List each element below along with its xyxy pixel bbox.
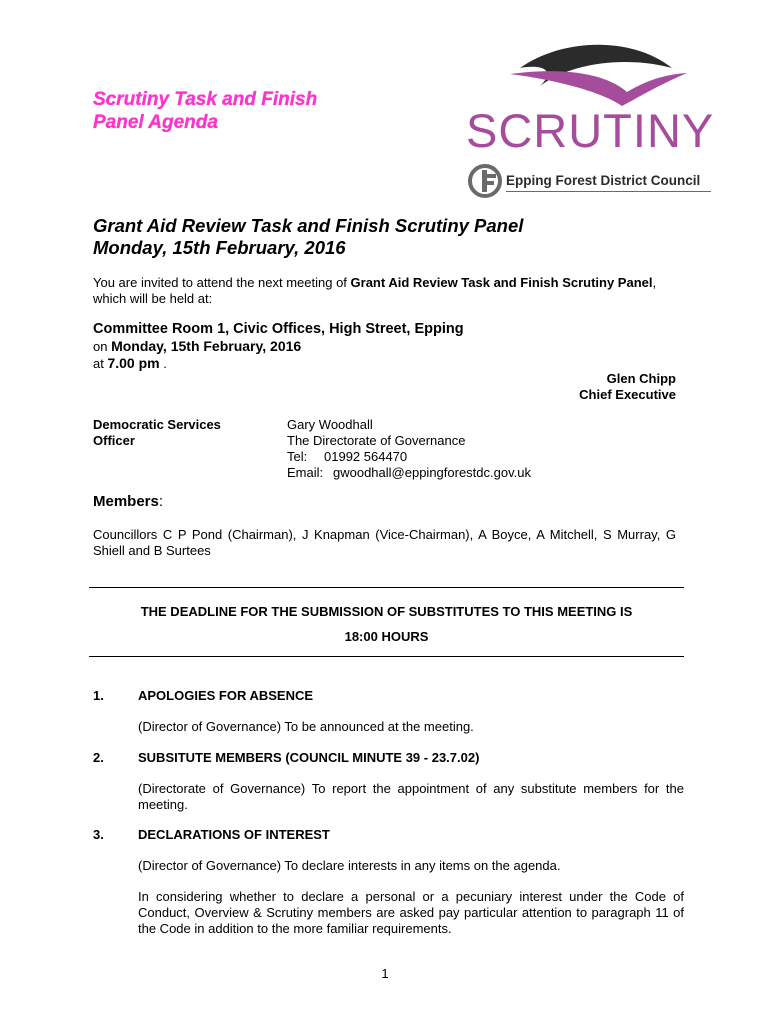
officer-label-line2: Officer — [93, 433, 135, 448]
officer-email — [287, 465, 531, 481]
item-1-text: (Director of Governance) To be announced at the meeting. — [138, 719, 474, 734]
officer-label-line1: Democratic Services — [93, 417, 221, 432]
item-3-number: 3. — [93, 827, 104, 842]
item-3-text-2: In considering whether to declare a personal or a pecuniary interest under the Code of Conduct, Overview & Scrutiny members are asked pay particular attention to paragraph 11 of the Code in addition to the more familiar requirements. — [138, 889, 684, 936]
council-name: Epping Forest District Council — [506, 173, 701, 188]
members-colon: : — [158, 493, 164, 510]
time-suffix: . — [159, 356, 167, 371]
invite-prefix: You are invited to attend the next meeting of — [93, 275, 351, 290]
chief-executive-block — [579, 371, 676, 403]
council-emblem-icon — [468, 164, 502, 198]
venue-location: Committee Room 1, Civic Offices, High Street, Epping — [93, 321, 464, 337]
agenda-title-line2: Panel Agenda — [93, 112, 218, 133]
chief-name: Glen Chipp — [606, 371, 676, 386]
invite-panel-name: Grant Aid Review Task and Finish Scrutiny Panel — [350, 275, 653, 290]
item-2-number: 2. — [93, 750, 104, 765]
meeting-title-line1: Grant Aid Review Task and Finish Scrutiny Panel — [93, 215, 524, 236]
item-2-text: (Directorate of Governance) To report the appointment of any substitute members for the meeting. — [138, 781, 684, 812]
venue-time: 7.00 pm — [107, 355, 160, 371]
email-label: Email: — [287, 465, 324, 480]
chief-role: Chief Executive — [579, 387, 676, 402]
item-3-text: (Director of Governance) To declare interests in any items on the agenda. — [138, 858, 561, 873]
venue-time-line — [93, 355, 464, 372]
at-label: at — [93, 356, 108, 371]
venue-block — [93, 320, 464, 372]
logo-word: SCRUTINY — [466, 104, 715, 157]
divider-bottom — [89, 656, 684, 657]
email-address[interactable]: gwoodhall@eppingforestdc.gov.uk — [333, 465, 531, 480]
divider-top — [89, 587, 684, 588]
members-heading — [93, 493, 163, 510]
officer-label — [93, 417, 221, 449]
deadline-hours: 18:00 HOURS — [344, 629, 429, 644]
item-1-title: APOLOGIES FOR ABSENCE — [138, 688, 314, 703]
venue-date-line — [93, 338, 464, 355]
item-3-title: DECLARATIONS OF INTEREST — [138, 827, 330, 842]
invitation-text — [93, 275, 683, 307]
page-number: 1 — [381, 966, 389, 981]
scrutiny-logo — [462, 40, 732, 210]
officer-tel — [287, 449, 531, 465]
deadline-line1: THE DEADLINE FOR THE SUBMISSION OF SUBSTITUTES TO THIS MEETING IS — [140, 604, 633, 619]
invite-suffix: , which will be held at: — [93, 275, 657, 306]
officer-name: Gary Woodhall — [287, 417, 373, 432]
tel-label: Tel: — [287, 449, 308, 464]
item-1-number: 1. — [93, 688, 104, 703]
agenda-title — [93, 88, 317, 134]
meeting-title-line2: Monday, 15th February, 2016 — [93, 237, 346, 258]
meeting-title — [93, 215, 523, 259]
members-heading-text: Members — [93, 493, 159, 510]
on-label: on — [93, 339, 112, 354]
tel-number: 01992 564470 — [324, 449, 408, 464]
item-2-title: SUBSITUTE MEMBERS (COUNCIL MINUTE 39 - 23.7.02) — [138, 750, 480, 765]
officer-department: The Directorate of Governance — [287, 433, 466, 448]
venue-date: Monday, 15th February, 2016 — [111, 338, 302, 354]
members-list: Councillors C P Pond (Chairman), J Knapman (Vice-Chairman), A Boyce, A Mitchell, S Murray, G Shiell and B Surtees — [93, 527, 676, 558]
agenda-title-line1: Scrutiny Task and Finish — [93, 89, 318, 110]
council-underline — [506, 191, 711, 192]
officer-info — [287, 417, 531, 481]
